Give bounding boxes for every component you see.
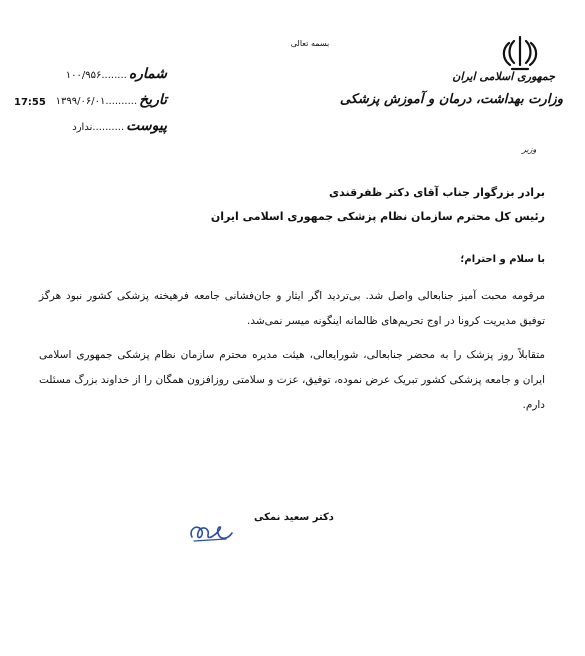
- recipient-name: برادر بزرگوار جناب آقای دکتر ظفرقندی: [329, 186, 545, 199]
- attachment-value: ..........ندارد: [72, 122, 125, 133]
- number-value: ........۱۰۰/۹۵۶: [65, 70, 127, 81]
- body-paragraph-2: متقابلاً روز پزشک را به محضر جنابعالی، شورایعالی، هیئت مدیره محترم سازمان نظام پزشکی جمهوری اسلامی ایران و جامعه پزشکی کشور تبریک عرض نموده، توفیق، عزت و سلامتی روزافزون همگان را از خداوند بزرگ مسئلت دارم.: [39, 349, 545, 411]
- signature-mark: [186, 515, 236, 547]
- signer-name: دکتر سعید نمکی: [254, 512, 334, 523]
- attachment-label: پیوست: [126, 118, 167, 134]
- letter-number-row: [66, 66, 167, 82]
- minister-label: وزیر: [522, 145, 537, 154]
- time-stamp: 17:55: [14, 97, 46, 108]
- ministry-name-line2: وزارت بهداشت، درمان و آموزش پزشکی: [339, 92, 563, 107]
- date-label: تاریخ: [139, 92, 167, 108]
- body-paragraph-1: مرقومه محبت آمیز جنابعالی واصل شد. بی‌تردید اگر ایثار و جان‌فشانی جامعه فرهیخته پزشکی کشور نبود هرگز توفیق مدیریت کرونا در اوج تحریم‌های ظالمانه اینگونه میسر نمی‌شد.: [39, 290, 545, 327]
- letter-attachment-row: [72, 118, 167, 134]
- number-label: شماره: [128, 66, 167, 82]
- iran-emblem-icon: [498, 33, 542, 73]
- salutation: با سلام و احترام؛: [460, 254, 545, 265]
- bismillah-heading: بسمه تعالی: [290, 39, 330, 48]
- ministry-name-line1: جمهوری اسلامی ایران: [452, 70, 555, 83]
- date-value: ..........۱۳۹۹/۰۶/۰۱: [55, 96, 138, 107]
- letter-date-row: [56, 92, 167, 108]
- recipient-title: رئیس کل محترم سازمان نظام پزشکی جمهوری اسلامی ایران: [210, 210, 545, 223]
